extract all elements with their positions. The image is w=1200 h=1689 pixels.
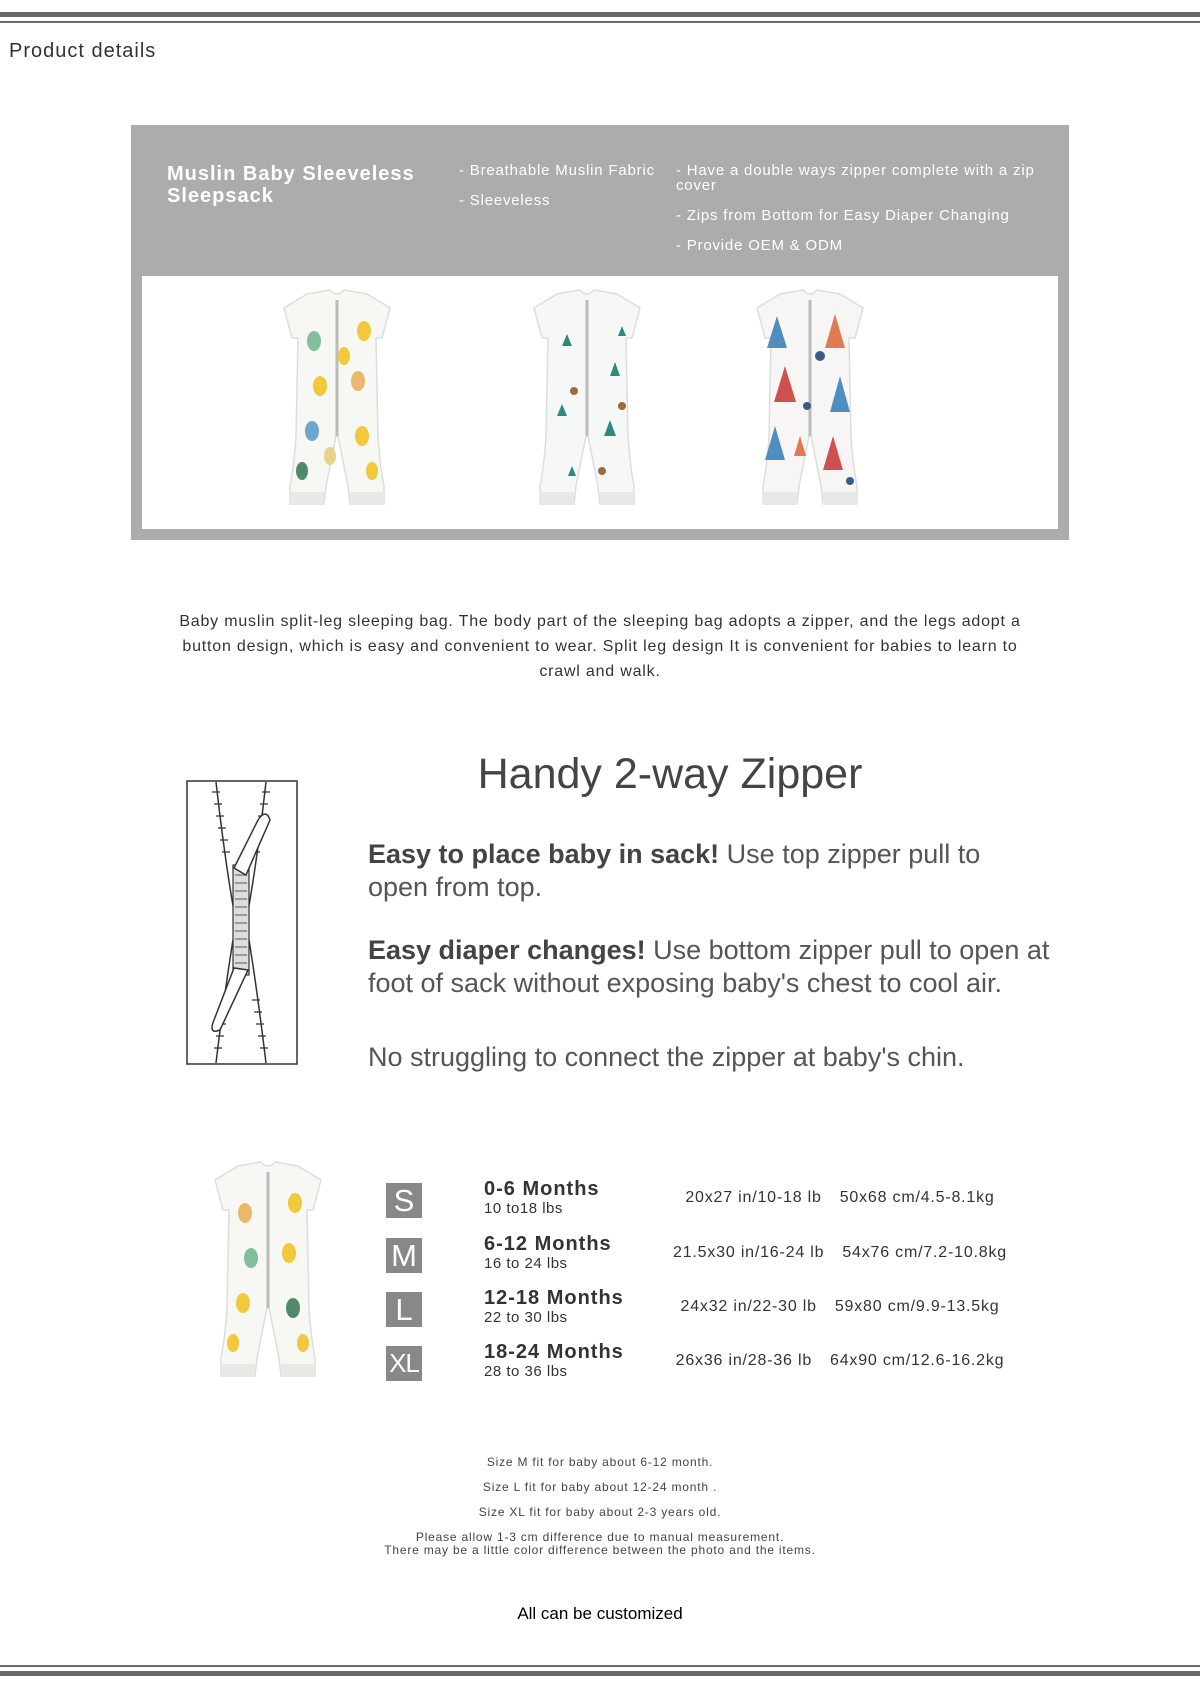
size-badge: L <box>386 1292 422 1327</box>
feature-list-left <box>459 163 669 223</box>
product-panel <box>131 125 1069 540</box>
feature-item: - Zips from Bottom for Easy Diaper Changing <box>676 207 1010 224</box>
size-inch: 26x36 in/28-36 lb <box>675 1352 813 1369</box>
top-rule-thick <box>0 12 1200 17</box>
feature-item: - Breathable Muslin Fabric <box>459 162 655 179</box>
size-metric: 50x68 cm/4.5-8.1kg <box>839 1189 995 1206</box>
zipper-point-bold: Easy diaper changes! <box>368 935 646 965</box>
zipper-point-bold: Easy to place baby in sack! <box>368 839 720 869</box>
feature-item: - Have a double ways zipper complete with a zip cover <box>676 162 1035 194</box>
size-measurement <box>640 1189 1040 1207</box>
size-badge: S <box>386 1183 422 1218</box>
size-chart-sleepsack-image <box>198 1158 338 1388</box>
product-description: Baby muslin split-leg sleeping bag. The body part of the sleeping bag adopts a zipper, and the legs adopt a button design, which is easy and convenient to wear. Split leg design It is convenient for babies to learn to crawl and walk. <box>179 613 1021 680</box>
feature-item: - Provide OEM & ODM <box>676 237 843 254</box>
size-badge: XL <box>386 1346 422 1381</box>
bottom-rule-thin <box>0 1665 1200 1667</box>
size-weight: 22 to 30 lbs <box>484 1309 568 1326</box>
size-age: 12-18 Months <box>484 1287 624 1309</box>
feature-item: - Sleeveless <box>459 192 551 209</box>
size-metric: 54x76 cm/7.2-10.8kg <box>842 1244 1007 1261</box>
zipper-point-top <box>368 838 988 904</box>
zipper-point-text: Use bottom zipper pull to open at foot of sack without exposing baby's chest to cool air. <box>368 935 1050 998</box>
feature-list-right <box>676 163 1061 268</box>
size-inch: 21.5x30 in/16-24 lb <box>673 1244 825 1261</box>
customize-note: All can be customized <box>517 1604 683 1623</box>
size-row-l <box>380 1289 1040 1333</box>
size-metric: 64x90 cm/12.6-16.2kg <box>830 1352 1005 1369</box>
top-rule-thin <box>0 21 1200 23</box>
size-row-m <box>380 1235 1040 1279</box>
plant-sleepsack-image <box>522 286 652 516</box>
size-weight: 28 to 36 lbs <box>484 1363 568 1380</box>
size-weight: 16 to 24 lbs <box>484 1255 568 1272</box>
size-inch: 24x32 in/22-30 lb <box>680 1298 817 1315</box>
pineapple-sleepsack-image <box>272 286 402 516</box>
size-row-xl <box>380 1343 1040 1387</box>
size-age: 18-24 Months <box>484 1341 624 1363</box>
size-badge: M <box>386 1238 422 1273</box>
tree-fox-sleepsack-image <box>745 286 875 516</box>
size-measurement <box>640 1298 1040 1316</box>
product-photo-strip <box>142 276 1058 529</box>
product-name: Muslin Baby Sleeveless Sleepsack <box>167 163 415 207</box>
measurement-note: Please allow 1-3 cm difference due to manual measurement. <box>415 1530 785 1544</box>
zipper-heading: Handy 2-way Zipper <box>477 750 863 798</box>
zipper-point-text: Use top zipper pull to open from top. <box>368 839 981 902</box>
size-note: Size L fit for baby about 12-24 month . <box>482 1480 718 1494</box>
size-age: 0-6 Months <box>484 1178 600 1200</box>
size-weight: 10 to18 lbs <box>484 1200 563 1217</box>
size-note: Size XL fit for baby about 2-3 years old. <box>478 1505 722 1519</box>
bottom-rule-thick <box>0 1671 1200 1676</box>
two-way-zipper-illustration <box>186 780 298 1065</box>
size-measurement <box>640 1244 1040 1262</box>
zipper-point-bottom <box>368 934 1068 1000</box>
size-row-s <box>380 1180 1040 1224</box>
size-metric: 59x80 cm/9.9-13.5kg <box>834 1298 1000 1315</box>
size-measurement <box>640 1352 1040 1370</box>
color-note: There may be a little color difference between the photo and the items. <box>384 1543 816 1557</box>
zipper-point-chin: No struggling to connect the zipper at baby's chin. <box>368 1042 965 1072</box>
size-note: Size M fit for baby about 6-12 month. <box>486 1455 714 1469</box>
size-inch: 20x27 in/10-18 lb <box>685 1189 822 1206</box>
size-age: 6-12 Months <box>484 1233 612 1255</box>
section-title: Product details <box>9 40 157 62</box>
